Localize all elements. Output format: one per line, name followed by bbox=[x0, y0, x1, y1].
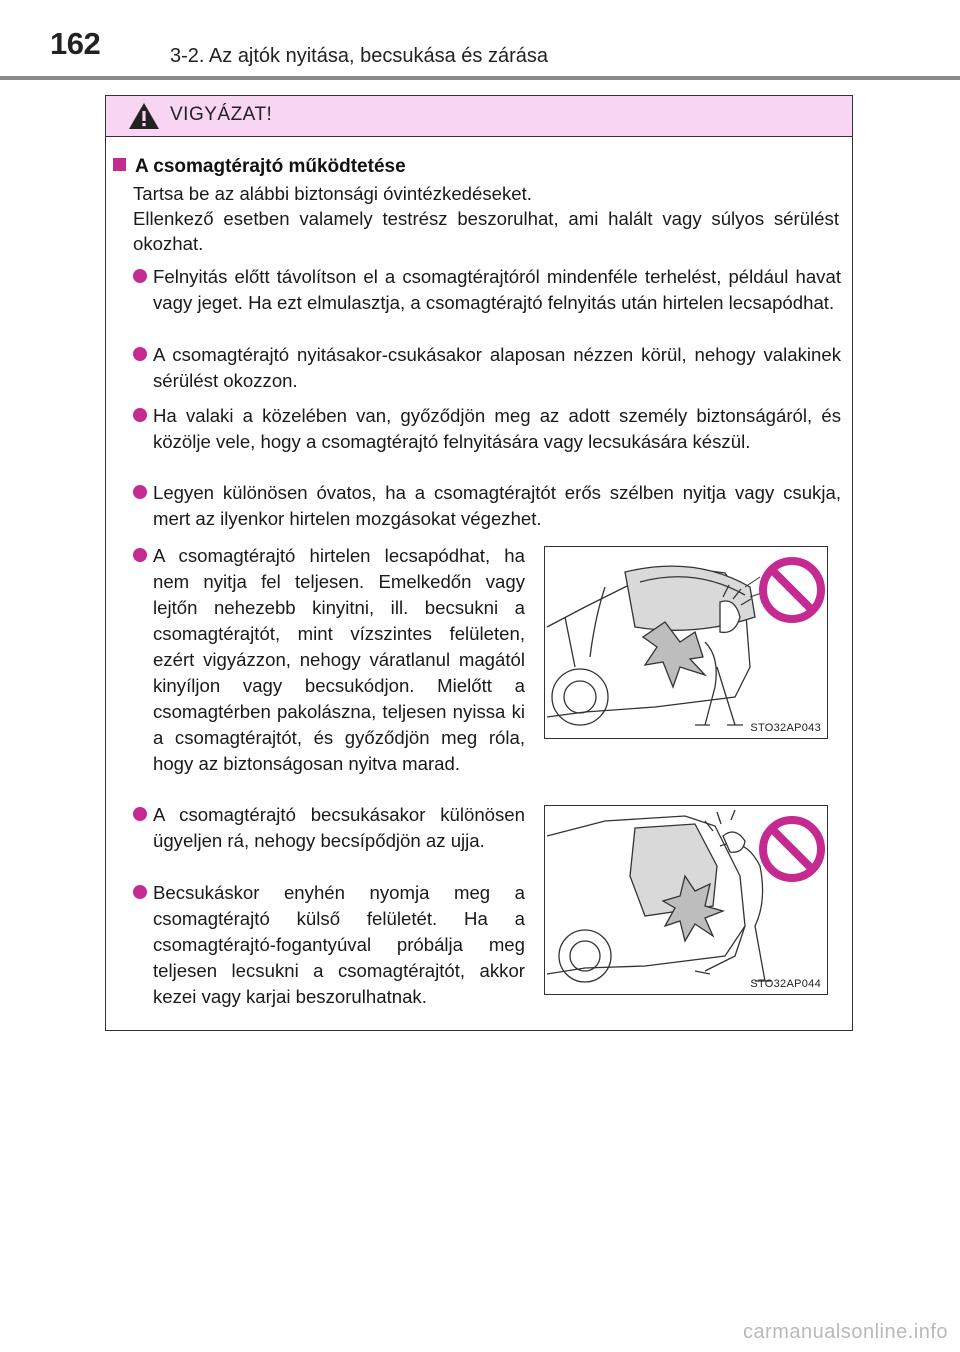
bullet-item bbox=[133, 480, 841, 532]
warning-triangle-icon bbox=[128, 102, 160, 130]
bullet-text: A csomagtérajtó hirtelen lecsapódhat, ha nem nyitja fel teljesen. Emelkedőn vagy lejtőn nehezebb kinyitni, ill. becsukni a csomagtérajtót, mint vízszintes felületen, ezért vigyázzon, nehogy váratlanul magától kinyíljon vagy becsukódjon. Mielőtt a csomagtérben pakolászna, teljesen nyissa ki a csomagtérajtót, és győződjön meg róla, hogy az biztonságosan nyitva marad. bbox=[153, 545, 525, 774]
bullet-text: Legyen különösen óvatos, ha a csomagtérajtót erős szélben nyitja vagy csukja, mert az ilyenkor hirtelen mozgásokat végezhet. bbox=[153, 482, 841, 529]
warning-title: VIGYÁZAT! bbox=[170, 104, 273, 125]
chapter-title: 3-2. Az ajtók nyitása, becsukása és zárása bbox=[170, 45, 548, 67]
bullet-item bbox=[133, 880, 525, 1010]
illustration-tailgate-closing bbox=[544, 805, 828, 995]
prohibited-icon bbox=[757, 555, 827, 625]
bullet-dot-icon bbox=[133, 885, 147, 899]
illustration-tailgate-falling bbox=[544, 546, 828, 739]
bullet-dot-icon bbox=[133, 548, 147, 562]
bullet-text: A csomagtérajtó nyitásakor-csukásakor alaposan nézzen körül, nehogy valakinek sérülést okozzon. bbox=[153, 344, 841, 391]
bullet-text: Felnyitás előtt távolítson el a csomagtérajtóról mindenféle terhelést, például havat vagy jeget. Ha ezt elmulasztja, a csomagtérajtó felnyitás után hirtelen lecsapódhat. bbox=[153, 266, 841, 313]
bullet-text: Ha valaki a közelében van, győződjön meg az adott személy biztonságáról, és közölje vele, hogy a csomagtérajtó felnyitására vagy lecsukására készül. bbox=[153, 405, 841, 452]
section-heading-text: A csomagtérajtó működtetése bbox=[135, 156, 406, 177]
warning-header bbox=[106, 96, 852, 137]
bullet-item bbox=[133, 802, 525, 854]
bullet-item bbox=[133, 543, 525, 777]
square-bullet-icon bbox=[113, 158, 126, 171]
intro-text bbox=[133, 181, 839, 256]
bullet-item bbox=[133, 403, 841, 455]
intro-line: Ellenkező esetben valamely testrész beszorulhat, ami halált vagy súlyos sérülést okozhat. bbox=[133, 208, 839, 254]
bullet-dot-icon bbox=[133, 485, 147, 499]
figure-code: STO32AP044 bbox=[750, 978, 821, 990]
bullet-item bbox=[133, 264, 841, 316]
page-number: 162 bbox=[50, 26, 101, 61]
header-divider bbox=[0, 76, 960, 80]
bullet-dot-icon bbox=[133, 347, 147, 361]
bullet-dot-icon bbox=[133, 269, 147, 283]
bullet-dot-icon bbox=[133, 807, 147, 821]
bullet-text: Becsukáskor enyhén nyomja meg a csomagtérajtó külső felületét. Ha a csomagtérajtó-fogantyúval próbálja meg teljesen lecsukni a csomagtérajtót, akkor kezei vagy karjai beszorulhatnak. bbox=[153, 882, 525, 1007]
intro-line: Tartsa be az alábbi biztonsági óvintézkedéseket. bbox=[133, 183, 532, 204]
watermark: carmanualsonline.info bbox=[742, 1321, 948, 1343]
bullet-dot-icon bbox=[133, 408, 147, 422]
page-header bbox=[0, 0, 960, 80]
section-heading bbox=[113, 156, 406, 178]
prohibited-icon bbox=[757, 814, 827, 884]
bullet-item bbox=[133, 342, 841, 394]
figure-code: STO32AP043 bbox=[750, 722, 821, 734]
bullet-text: A csomagtérajtó becsukásakor különösen ügyeljen rá, nehogy becsípődjön az ujja. bbox=[153, 804, 525, 851]
